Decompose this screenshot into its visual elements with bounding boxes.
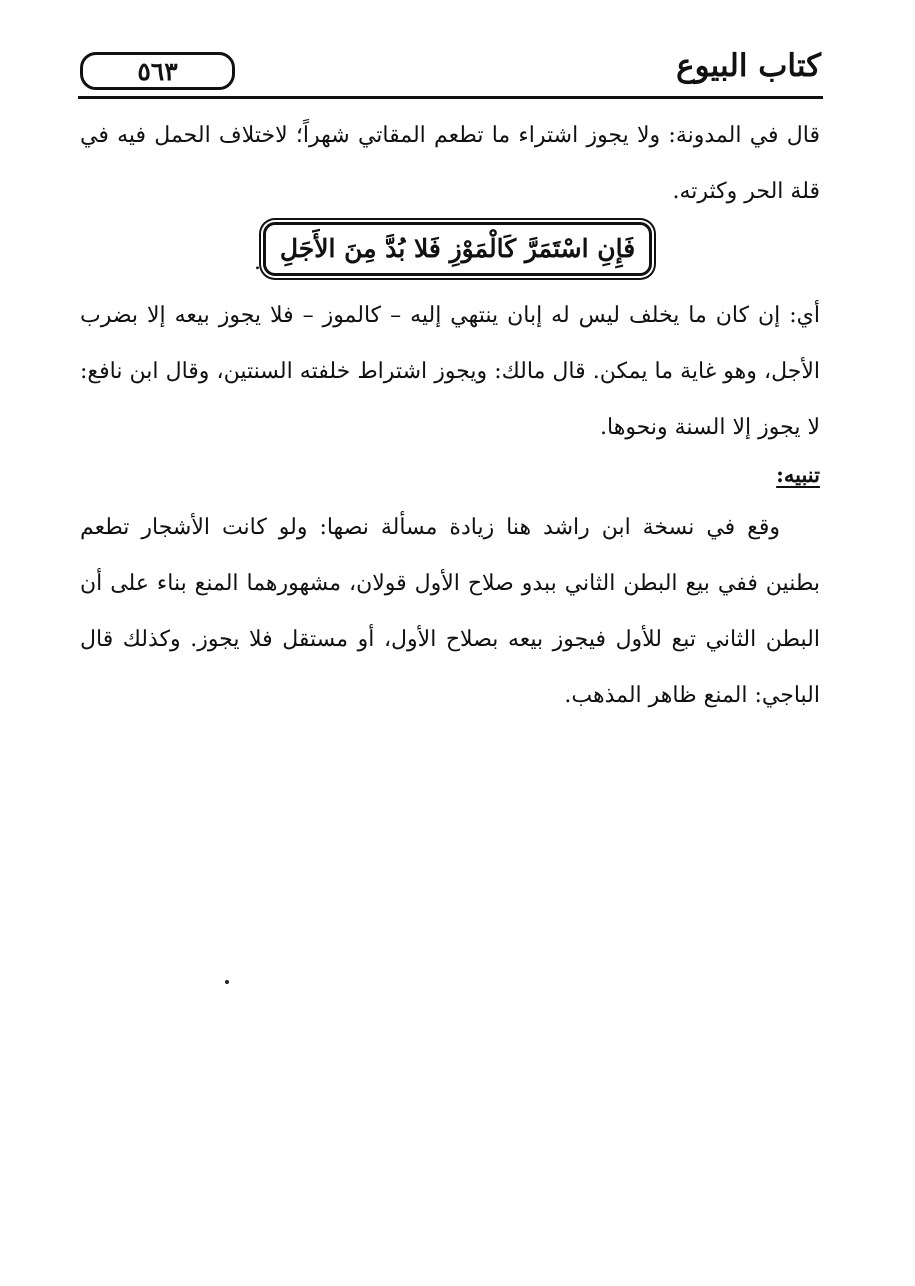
paragraph-mudawwana: قال في المدونة: ولا يجوز اشتراء ما تطعم المقاتي شهراً؛ لاختلاف الحمل فيه في قلة الحر وكثرته. (80, 123, 820, 204)
verse-text: فَإِنِ اسْتَمَرَّ كَالْمَوْزِ فَلا بُدَّ مِنَ الأَجَلِ (279, 234, 636, 263)
scan-speck (225, 980, 229, 984)
book-title: كتاب البيوع (676, 48, 821, 84)
note-heading: تنبيه: (776, 462, 820, 487)
header-divider (78, 96, 823, 99)
paragraph-note: وقع في نسخة ابن راشد هنا زيادة مسألة نصها: ولو كانت الأشجار تطعم بطنين ففي بيع البطن الثاني ببدو صلاح الأول قولان، مشهورهما المنع بناء على أن البطن الثاني تبع للأول فيجوز بيعه بصلاح الأول، أو مستقل فلا يجوز. وكذلك قال الباجي: المنع ظاهر المذهب. (80, 515, 820, 708)
verse-end-dot-icon: . (254, 250, 261, 275)
paragraph-explanation: أي: إن كان ما يخلف ليس له إبان ينتهي إليه – كالموز – فلا يجوز بيعه إلا بضرب الأجل، وهو غاية ما يمكن. قال مالك: ويجوز اشتراط خلفته السنتين، وقال ابن نافع: لا يجوز إلا السنة ونحوها. (80, 303, 820, 440)
verse-frame (263, 222, 652, 276)
page-number: ٥٦٣ (80, 52, 235, 90)
verse-container (0, 222, 915, 276)
page-header (78, 44, 823, 100)
